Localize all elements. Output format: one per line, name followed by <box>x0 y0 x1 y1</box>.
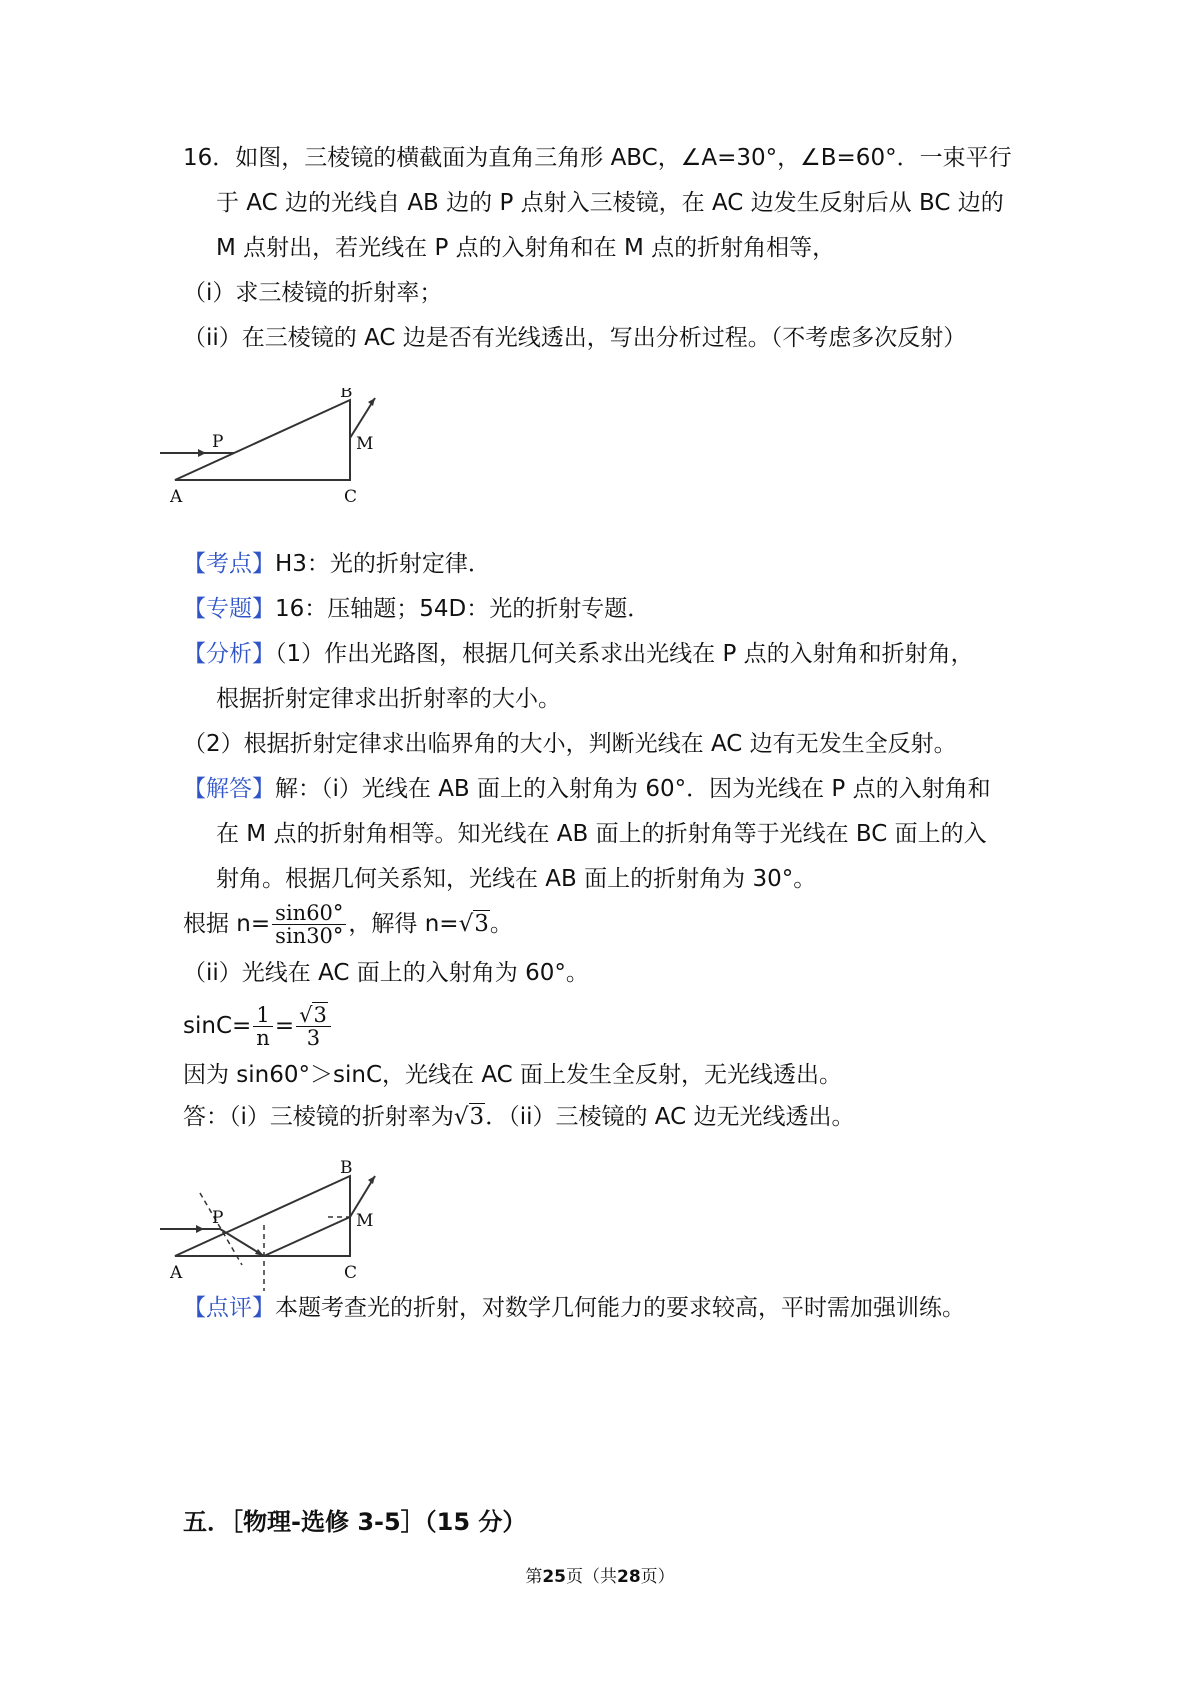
equation-sinc <box>183 1000 333 1052</box>
answer-prefix: 答：（i）三棱镜的折射率为 <box>183 1104 454 1130</box>
eq2-prefix: sinC= <box>183 1013 252 1039</box>
fenxi-line-1: （1）作出光路图，根据几何关系求出光线在 P 点的入射角和折射角， <box>275 641 974 667</box>
incident-arrow-icon-2 <box>196 1225 204 1233</box>
eq1-sqrt <box>459 910 490 937</box>
footer-pre: 第 <box>525 1567 543 1587</box>
eq1-numerator: sin60° <box>272 902 346 925</box>
eq2-denominator-1: n <box>256 1026 270 1050</box>
answer-mid: ．（ii）三棱镜的 AC 边无光线透出。 <box>485 1104 855 1130</box>
jieda-line-3: 射角。根据几何关系知，光线在 AB 面上的折射角为 30°。 <box>216 866 817 892</box>
jieda <box>183 774 991 804</box>
eq2-equals: = <box>274 1013 295 1039</box>
exit-arrow-icon <box>368 398 375 406</box>
footer-page: 25 <box>542 1567 566 1587</box>
jieda-tag: 【解答】 <box>183 776 275 802</box>
kaodian <box>183 549 491 579</box>
eq1-end: 。 <box>489 911 513 937</box>
jieda-line-7: 因为 sin60°＞sinC，光线在 AC 面上发生全反射，无光线透出。 <box>183 1062 843 1088</box>
prism-triangle-2 <box>175 1176 350 1256</box>
footer-total: 28 <box>617 1567 641 1587</box>
jieda-line-2: 在 M 点的折射角相等。知光线在 AB 面上的折射角等于光线在 BC 面上的入 <box>216 821 987 847</box>
eq1-denominator: sin30° <box>275 924 344 948</box>
zhuanti-text: 16：压轴题；54D：光的折射专题． <box>275 596 651 622</box>
label-p-2: P <box>212 1208 224 1228</box>
eq2-fraction-2 <box>296 1004 331 1049</box>
dianping-tag: 【点评】 <box>183 1295 275 1321</box>
eq2-sqrt-symbol: √ <box>299 1003 313 1027</box>
prism-triangle <box>175 400 350 480</box>
ray-path-figure <box>160 1143 390 1297</box>
eq2-numerator-1: 1 <box>253 1004 272 1027</box>
footer-mid: 页（共 <box>566 1567 617 1587</box>
eq2-numerator-2 <box>296 1004 331 1027</box>
answer-sqrt-radicand: 3 <box>469 1104 485 1130</box>
question-part-1: （i）求三棱镜的折射率； <box>183 280 443 306</box>
eq2-denominator-2: 3 <box>306 1026 321 1050</box>
question-line-3: M 点射出，若光线在 P 点的入射角和在 M 点的折射角相等， <box>216 235 836 261</box>
label-m: M <box>356 434 374 454</box>
reflect-arrow-icon <box>255 1249 264 1256</box>
sqrt-radicand: 3 <box>474 911 489 937</box>
label-a-2: A <box>170 1263 183 1283</box>
question-part-2: （ii）在三棱镜的 AC 边是否有光线透出，写出分析过程。（不考虑多次反射） <box>183 325 967 351</box>
sqrt-symbol: √ <box>458 911 474 937</box>
label-c: C <box>344 487 358 507</box>
label-p: P <box>212 432 224 452</box>
prism-figure <box>160 388 390 522</box>
eq2-fraction-1 <box>253 1004 273 1049</box>
footer-post: 页） <box>640 1567 675 1587</box>
dianping <box>183 1293 965 1323</box>
eq1-mid: ，解得 n= <box>348 911 459 937</box>
label-c-2: C <box>344 1263 358 1283</box>
answer-sqrt <box>454 1103 485 1130</box>
question-line-2: 于 AC 边的光线自 AB 边的 P 点射入三棱镜，在 AC 边发生反射后从 BC 边的 <box>216 190 1004 216</box>
fenxi-line-3: （2）根据折射定律求出临界角的大小，判断光线在 AC 边有无发生全反射。 <box>183 731 957 757</box>
label-b-2: B <box>340 1158 353 1178</box>
reflected-ray <box>264 1217 350 1256</box>
jieda-line-5: （ii）光线在 AC 面上的入射角为 60°。 <box>183 960 589 986</box>
incident-arrow-icon <box>198 449 206 457</box>
kaodian-tag: 【考点】 <box>183 551 275 577</box>
label-a: A <box>170 487 183 507</box>
zhuanti <box>183 594 650 624</box>
eq1-prefix: 根据 n= <box>183 911 271 937</box>
jieda-line-1: 解：（i）光线在 AB 面上的入射角为 60°．因为光线在 P 点的入射角和 <box>275 776 991 802</box>
eq2-sqrt-radicand: 3 <box>313 1003 327 1027</box>
fenxi-tag: 【分析】 <box>183 641 275 667</box>
fenxi <box>183 639 974 669</box>
fenxi-line-2: 根据折射定律求出折射率的大小。 <box>216 686 561 712</box>
page-footer <box>0 1562 1200 1587</box>
section-heading: 五．［物理-选修 3-5］（15 分） <box>183 1508 527 1536</box>
kaodian-text: H3：光的折射定律． <box>275 551 491 577</box>
dianping-text: 本题考查光的折射，对数学几何能力的要求较高，平时需加强训练。 <box>275 1295 965 1321</box>
label-m-2: M <box>356 1211 374 1231</box>
label-b: B <box>340 388 353 402</box>
question-line-1: 16．如图，三棱镜的横截面为直角三角形 ABC，∠A=30°，∠B=60°．一束平行 <box>183 145 1012 171</box>
answer-sqrt-symbol: √ <box>453 1104 469 1130</box>
zhuanti-tag: 【专题】 <box>183 596 275 622</box>
answer <box>183 1102 854 1132</box>
eq1-fraction <box>272 902 346 947</box>
equation-n <box>183 898 513 950</box>
